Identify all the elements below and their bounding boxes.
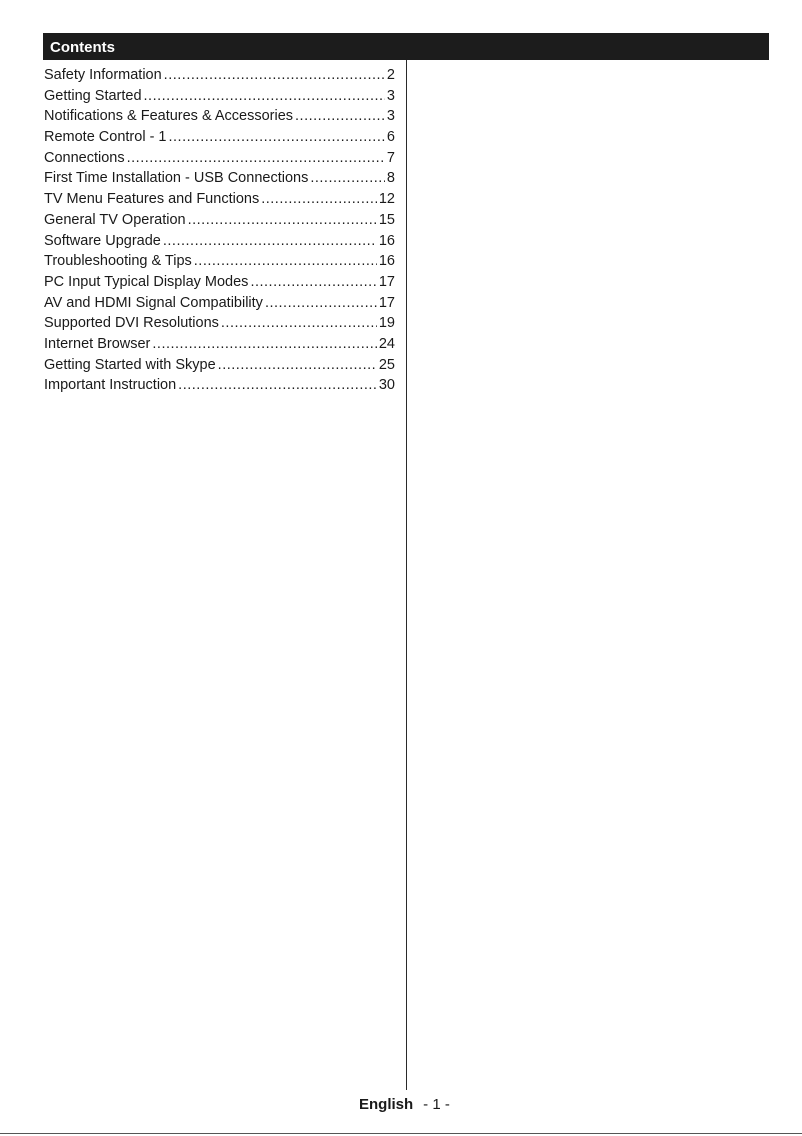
toc-entry-title: TV Menu Features and Functions (44, 191, 260, 208)
toc-entry-page: 16 (378, 232, 395, 249)
toc-entry-page: 24 (378, 335, 395, 352)
toc-dot-leader (250, 272, 376, 293)
toc-dot-leader (310, 168, 385, 189)
column-divider (406, 60, 407, 1090)
toc-entry-title: Software Upgrade (44, 232, 161, 249)
toc-entry[interactable] (44, 106, 395, 127)
toc-entry[interactable] (44, 293, 395, 314)
toc-entry-title: Safety Information (44, 67, 162, 83)
page-footer (359, 1096, 450, 1114)
toc-entry-title: Important Instruction (44, 377, 177, 394)
toc-entry-title: Supported DVI Resolutions (44, 315, 219, 332)
toc-entry-title: Internet Browser (44, 335, 151, 352)
toc-dot-leader (178, 375, 377, 396)
toc-dot-leader (169, 127, 385, 148)
toc-dot-leader (194, 251, 377, 272)
toc-entry-page: 7 (386, 149, 395, 166)
toc-entry-page: 19 (378, 315, 395, 332)
toc-entry[interactable] (44, 231, 395, 252)
table-of-contents (44, 65, 395, 396)
toc-entry[interactable] (44, 86, 395, 107)
toc-entry[interactable] (44, 168, 395, 189)
toc-entry-title: Troubleshooting & Tips (44, 253, 192, 270)
toc-entry-title: General TV Operation (44, 211, 186, 228)
toc-entry[interactable] (44, 375, 395, 396)
toc-entry[interactable] (44, 313, 395, 334)
toc-entry-title: Remote Control - 1 (44, 129, 167, 146)
toc-entry[interactable] (44, 210, 395, 231)
toc-entry-page: 30 (378, 377, 395, 394)
toc-entry-title: Connections (44, 149, 125, 166)
contents-title: Contents (50, 39, 115, 56)
toc-dot-leader (218, 355, 377, 376)
toc-entry-page: 12 (378, 191, 395, 208)
toc-entry[interactable] (44, 334, 395, 355)
toc-dot-leader (152, 334, 376, 355)
toc-entry-title: PC Input Typical Display Modes (44, 273, 249, 290)
toc-entry-title: First Time Installation - USB Connections (44, 170, 309, 187)
toc-dot-leader (144, 86, 385, 107)
toc-dot-leader (261, 189, 377, 210)
toc-entry-page: 15 (378, 211, 395, 228)
toc-entry-page: 17 (378, 273, 395, 290)
toc-entry-page: 17 (378, 294, 395, 311)
toc-entry[interactable] (44, 272, 395, 293)
toc-entry[interactable] (44, 355, 395, 376)
toc-entry-page: 8 (386, 170, 395, 187)
toc-entry[interactable] (44, 127, 395, 148)
footer-page-number: - 1 - (423, 1096, 450, 1113)
toc-entry-title: Getting Started with Skype (44, 356, 216, 373)
toc-entry-page: 16 (378, 253, 395, 270)
toc-entry[interactable] (44, 148, 395, 169)
toc-entry-title: Getting Started (44, 87, 142, 104)
toc-entry-page: 2 (386, 67, 395, 83)
toc-entry-page: 25 (378, 356, 395, 373)
toc-entry-page: 3 (386, 108, 395, 125)
toc-entry-page: 3 (386, 87, 395, 104)
contents-header-bar (43, 33, 769, 60)
toc-dot-leader (221, 313, 377, 334)
toc-dot-leader (265, 293, 377, 314)
toc-dot-leader (188, 210, 377, 231)
toc-dot-leader (295, 106, 385, 127)
toc-dot-leader (164, 65, 385, 86)
toc-entry[interactable] (44, 189, 395, 210)
toc-entry[interactable] (44, 65, 395, 86)
toc-entry-title: AV and HDMI Signal Compatibility (44, 294, 263, 311)
toc-dot-leader (163, 231, 377, 252)
footer-language: English (359, 1096, 414, 1113)
toc-dot-leader (127, 148, 385, 169)
toc-entry[interactable] (44, 251, 395, 272)
toc-entry-page: 6 (386, 129, 395, 146)
toc-entry-title: Notifications & Features & Accessories (44, 108, 294, 125)
bottom-rule (0, 1133, 802, 1134)
